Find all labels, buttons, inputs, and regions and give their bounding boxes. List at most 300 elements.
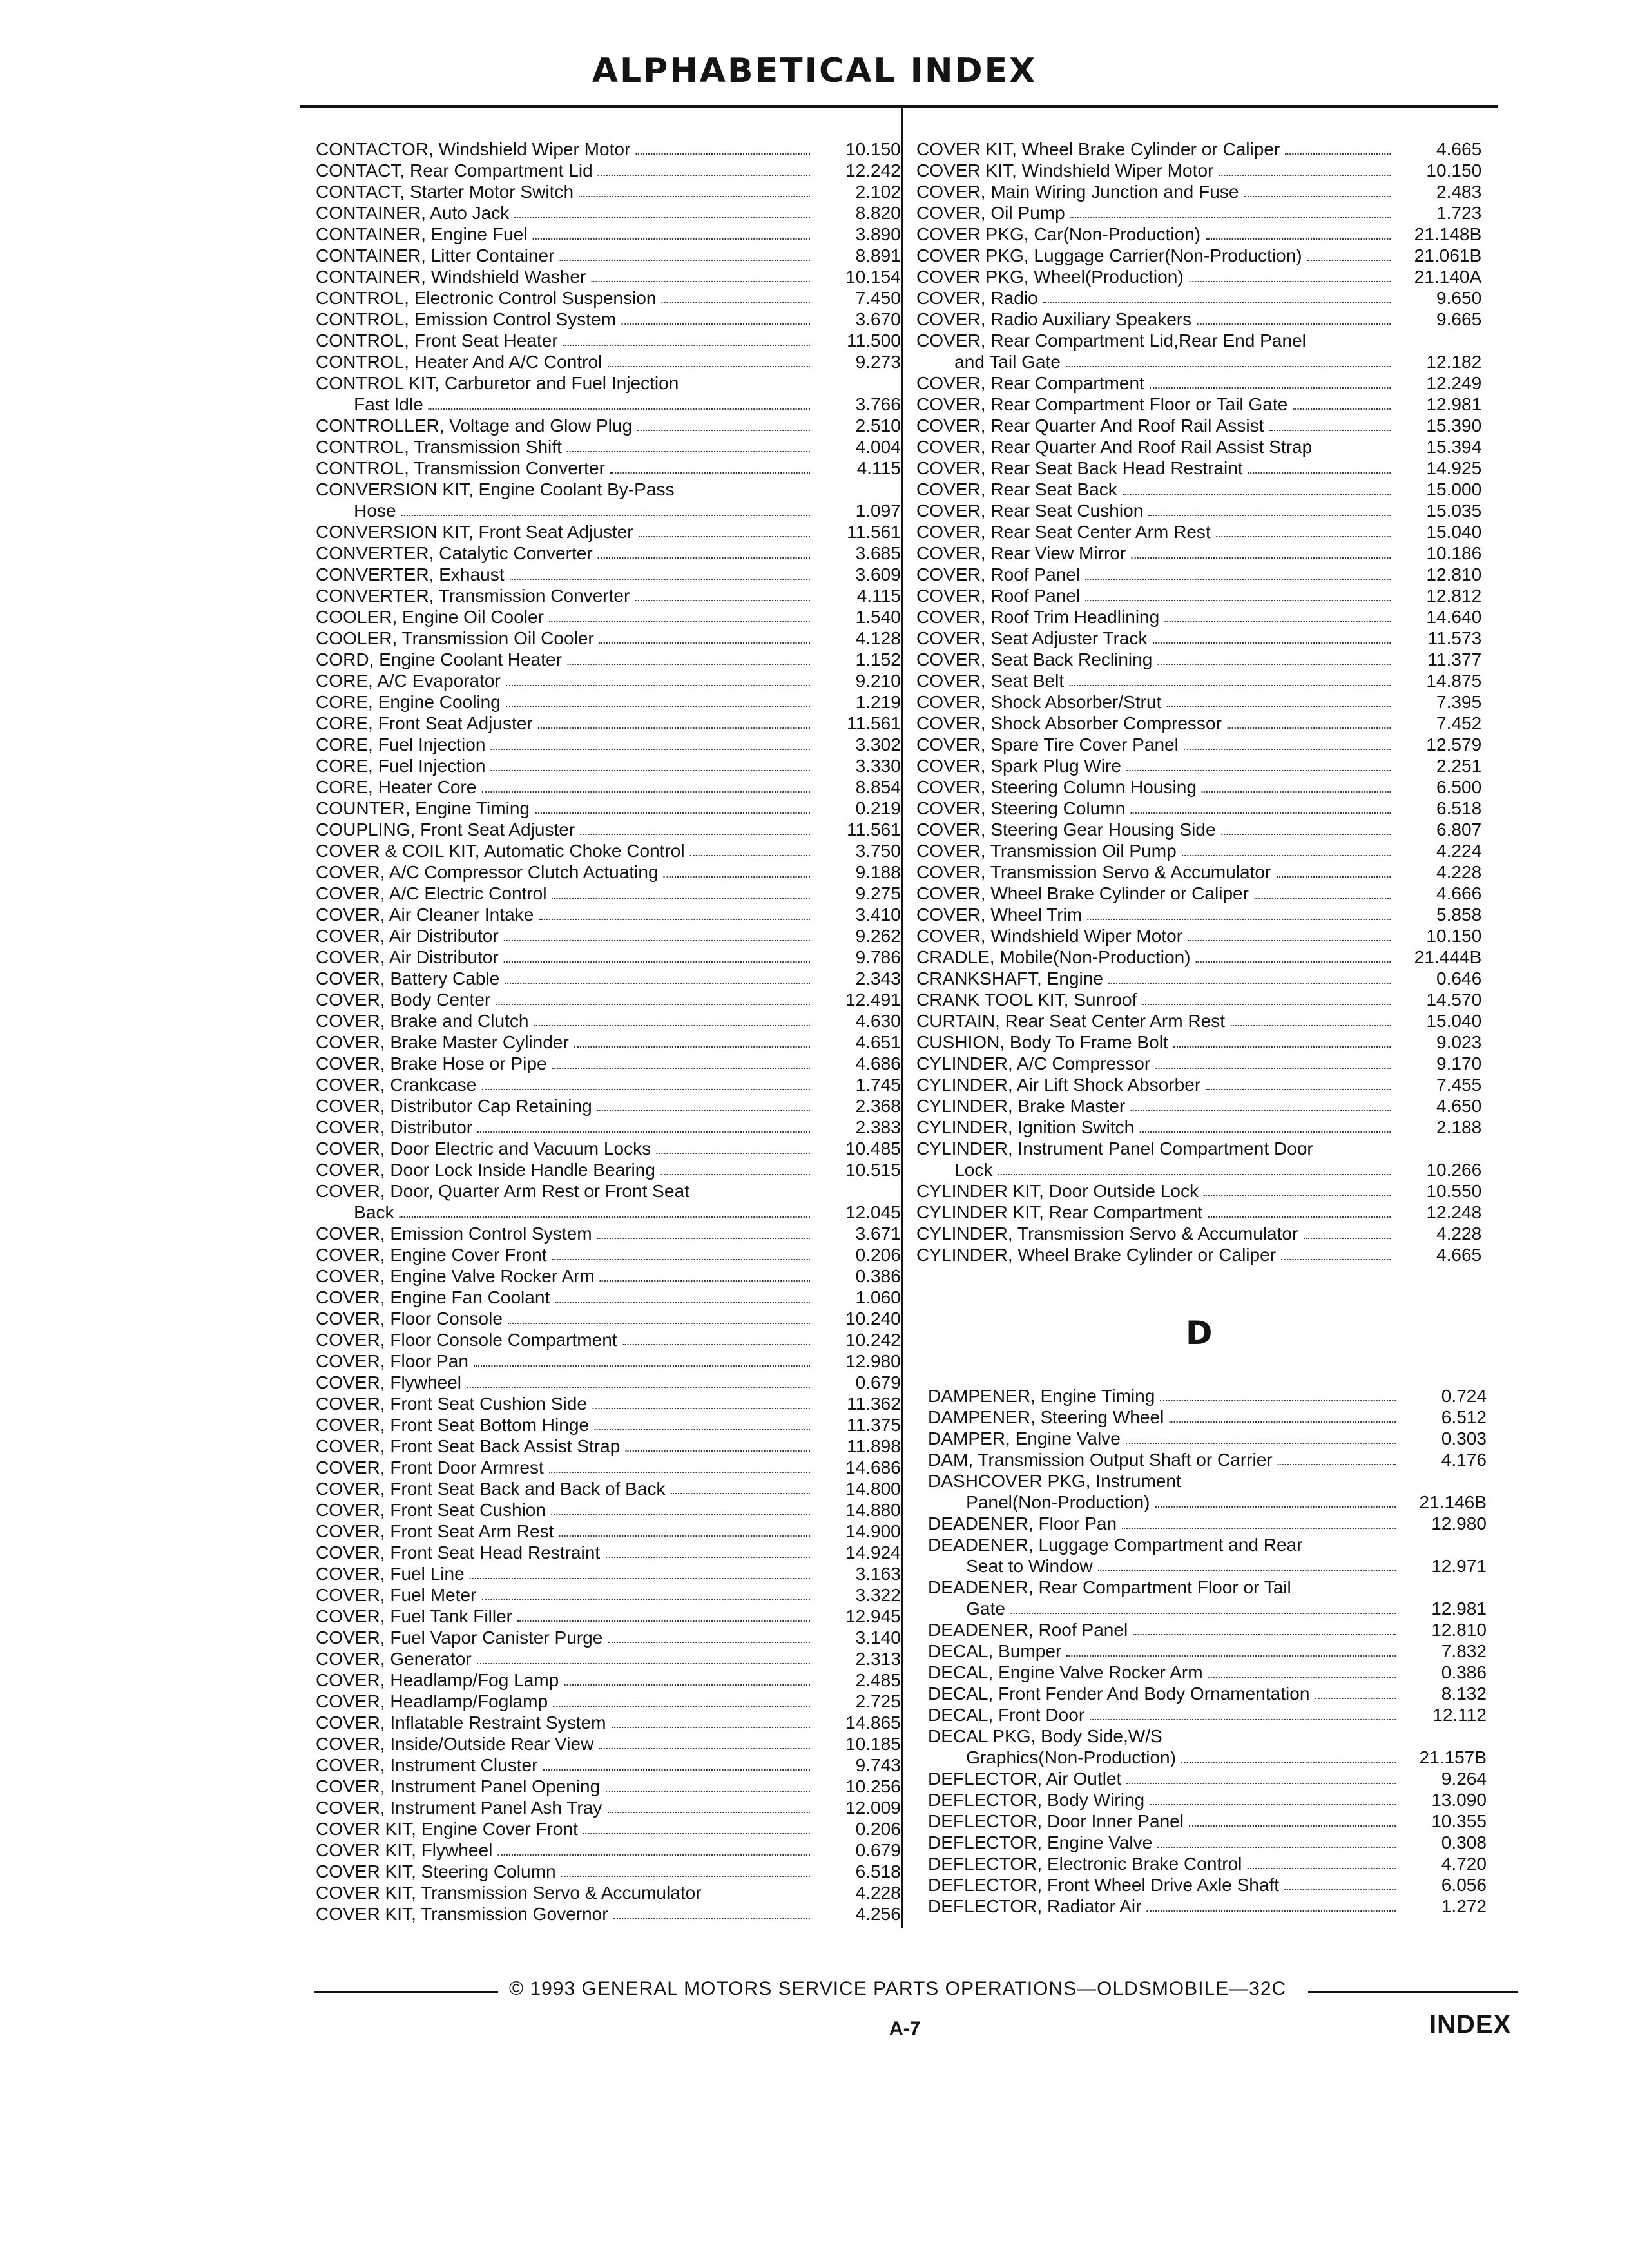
entry-label: COVER, Fuel Meter [316,1585,477,1605]
dot-leader [598,557,810,559]
entry-page-ref: 4.228 [855,1883,901,1903]
entry-label: COVER, Transmission Oil Pump [916,841,1177,861]
dot-leader [504,961,810,963]
dot-leader [1281,1259,1391,1260]
dot-leader [605,1791,810,1792]
entry-label-continued: Fast Idle [354,394,423,414]
index-entry [928,1789,1487,1811]
dot-leader [561,1876,810,1877]
dot-leader [535,812,810,814]
entry-page-ref: 1.540 [855,607,901,627]
entry-label: COVER, Front Seat Cushion Side [316,1394,587,1414]
dot-leader [597,1238,810,1239]
entry-page-ref: 0.303 [1441,1428,1487,1448]
dot-leader [1126,770,1391,771]
entry-page-ref: 10.150 [1426,926,1482,946]
index-entry [316,330,901,351]
dot-leader [1153,642,1391,644]
dot-leader [612,1727,810,1728]
entry-page-ref: 0.646 [1436,968,1482,988]
dot-leader [1085,579,1391,580]
entry-label: DEADENER, Floor Pan [928,1514,1117,1533]
entry-label: DECAL, Front Fender And Body Ornamentation [928,1684,1310,1704]
dot-leader [1043,302,1391,303]
entry-page-ref: 11.375 [847,1415,901,1435]
index-entry [916,1074,1481,1095]
entry-page-ref: 12.810 [1431,1620,1487,1640]
dot-leader [574,1046,810,1048]
entry-page-ref: 2.725 [855,1691,901,1711]
entry-page-ref: 9.210 [855,671,901,691]
entry-label: COVER, Front Seat Cushion [316,1500,546,1520]
entry-page-ref: 11.561 [847,820,901,840]
dot-leader [621,323,810,325]
dot-leader [1069,685,1391,686]
entry-page-ref: 12.980 [845,1351,901,1371]
dot-leader [1067,1655,1396,1657]
index-entry [916,1117,1481,1138]
dot-leader [1189,281,1391,282]
index-entry [316,1712,901,1733]
column-divider [901,105,903,1928]
entry-label: CONTACTOR, Windshield Wiper Motor [316,139,631,159]
entry-label: DAMPER, Engine Valve [928,1428,1121,1448]
entry-page-ref: 4.666 [1436,883,1482,903]
index-entry [316,394,901,415]
index-section-d [928,1385,1487,1917]
index-entry [316,1754,901,1776]
index-entry [316,1521,901,1542]
index-entry [928,1853,1487,1874]
entry-label: COVER PKG, Luggage Carrier(Non-Production) [916,245,1302,265]
index-entry [928,1747,1487,1768]
entry-page-ref: 2.368 [855,1096,901,1116]
index-entry [916,947,1481,968]
index-entry [928,1513,1487,1534]
entry-label: COVER, Floor Console [316,1309,503,1329]
dot-leader [607,1812,810,1813]
entry-label: COVER, Fuel Line [316,1564,465,1584]
entry-label: COVER, Inside/Outside Rear View [316,1734,594,1754]
dot-leader [1227,727,1391,729]
index-entry [316,819,901,840]
entry-page-ref: 9.170 [1436,1053,1482,1073]
dot-leader [639,536,810,537]
entry-label: DEADENER, Luggage Compartment and Rear [928,1535,1303,1555]
index-entry [316,1265,901,1287]
index-entry [916,266,1481,287]
index-entry [316,606,901,628]
index-entry [316,1861,901,1882]
dot-leader [636,153,811,155]
index-entry [928,1768,1487,1789]
index-entry [916,309,1481,330]
entry-label: COVER, Seat Back Reclining [916,649,1153,669]
entry-label: COVER, Seat Adjuster Track [916,628,1148,648]
dot-leader [555,1302,810,1303]
index-entry [316,649,901,670]
index-entry [928,1832,1487,1853]
dot-leader [635,600,811,601]
dot-leader [664,876,810,878]
index-entry [316,1032,901,1053]
index-entry [316,500,901,521]
entry-page-ref: 10.185 [845,1734,901,1754]
entry-page-ref: 4.224 [1436,841,1482,861]
entry-label: CRANK TOOL KIT, Sunroof [916,990,1137,1010]
dot-leader [552,1068,810,1069]
entry-label: COOLER, Engine Oil Cooler [316,607,544,627]
entry-page-ref: 7.452 [1436,713,1482,733]
entry-label: CONTAINER, Litter Container [316,245,555,265]
index-entry [916,415,1481,436]
index-entry [316,1669,901,1691]
index-entry [316,543,901,564]
entry-label: COVER, Door, Quarter Arm Rest or Front Seat [316,1181,689,1201]
dot-leader [660,1174,810,1175]
dot-leader [662,302,810,303]
entry-page-ref: 4.665 [1436,1245,1482,1265]
index-entry [316,1159,901,1180]
entry-label-continued: Panel(Non-Production) [966,1492,1150,1512]
entry-label: CURTAIN, Rear Seat Center Arm Rest [916,1011,1226,1031]
entry-label: CONVERTER, Transmission Converter [316,586,630,606]
entry-page-ref: 14.900 [845,1521,901,1541]
dot-leader [1173,1046,1391,1048]
index-entry [916,1095,1481,1117]
entry-label: COVER, Instrument Panel Ash Tray [316,1798,602,1818]
entry-page-ref: 4.115 [856,458,901,478]
entry-page-ref: 7.455 [1436,1075,1482,1095]
index-entry [928,1619,1487,1640]
entry-page-ref: 4.650 [1436,1096,1482,1116]
index-entry [316,691,901,713]
index-entry [928,1640,1487,1662]
entry-page-ref: 2.102 [855,182,901,202]
entry-page-ref: 9.262 [855,926,901,946]
page-title: ALPHABETICAL INDEX [592,52,1037,90]
dot-leader [564,1684,810,1686]
dot-leader [498,1854,811,1856]
entry-page-ref: 2.188 [1436,1117,1482,1137]
entry-label: COVER, Roof Trim Headlining [916,607,1160,627]
index-entry [916,691,1481,713]
dot-leader [1204,1195,1391,1196]
dot-leader [1206,238,1391,240]
entry-page-ref: 9.786 [855,947,901,967]
entry-label: COUPLING, Front Seat Adjuster [316,820,575,840]
entry-page-ref: 4.665 [1436,139,1482,159]
dot-leader [1130,1110,1391,1111]
index-entry [928,1704,1487,1725]
entry-label: COVER KIT, Flywheel [316,1840,493,1860]
section-letter-d: D [1186,1314,1213,1352]
entry-page-ref: 14.865 [845,1713,901,1733]
index-entry [316,1691,901,1712]
entry-label: CORE, Engine Cooling [316,692,501,712]
index-entry-heading [928,1577,1487,1598]
index-entry [916,521,1481,543]
entry-page-ref: 10.355 [1431,1811,1487,1831]
index-entry [316,1478,901,1499]
entry-page-ref: 10.266 [1426,1160,1482,1180]
entry-label: COVER, Crankcase [316,1075,477,1095]
entry-label: COVER, Flywheel [316,1372,462,1392]
index-entry [916,160,1481,181]
entry-page-ref: 4.686 [855,1053,901,1073]
index-entry [316,1499,901,1521]
dot-leader [1133,1634,1396,1635]
entry-label: COVER, Front Door Armrest [316,1457,544,1477]
entry-page-ref: 15.390 [1426,416,1482,436]
entry-page-ref: 10.256 [845,1776,901,1796]
dot-leader [496,1004,810,1005]
index-entry [316,904,901,925]
entry-page-ref: 12.009 [845,1798,901,1818]
dot-leader [477,1663,810,1664]
entry-label: CONTAINER, Engine Fuel [316,224,528,244]
entry-label: COVER, Door Electric and Vacuum Locks [316,1139,651,1158]
dot-leader [491,749,810,750]
dot-leader [1108,983,1391,984]
dot-leader [1142,1004,1391,1005]
entry-label: CORE, A/C Evaporator [316,671,501,691]
entry-page-ref: 9.264 [1441,1769,1487,1789]
entry-page-ref: 21.146B [1419,1492,1487,1512]
dot-leader [607,366,810,367]
dot-leader [591,281,810,282]
entry-page-ref: 21.140A [1414,267,1482,287]
dot-leader [1157,1847,1396,1848]
entry-page-ref: 21.157B [1419,1747,1487,1767]
entry-page-ref: 11.573 [1427,628,1482,648]
index-entry [928,1683,1487,1704]
index-entry [316,1733,901,1754]
entry-label: CONTROL KIT, Carburetor and Fuel Injection [316,373,679,393]
dot-leader [560,260,810,261]
dot-leader [563,345,810,346]
dot-leader [1269,430,1391,431]
index-entry [916,734,1481,755]
dot-leader [1208,1216,1391,1218]
index-entry [916,628,1481,649]
dot-leader [506,685,810,686]
entry-page-ref: 9.665 [1436,309,1482,329]
dot-leader [514,217,810,218]
entry-label: CYLINDER, A/C Compressor [916,1053,1151,1073]
entry-page-ref: 0.308 [1441,1832,1487,1852]
index-entry [916,1202,1481,1223]
entry-page-ref: 4.630 [855,1011,901,1031]
entry-page-ref: 13.090 [1431,1790,1487,1810]
entry-label: CYLINDER, Air Lift Shock Absorber [916,1075,1201,1095]
entry-label: COVER, Steering Column Housing [916,777,1197,797]
entry-page-ref: 1.272 [1441,1896,1487,1916]
index-entry [316,1563,901,1584]
entry-label: DASHCOVER PKG, Instrument [928,1471,1181,1491]
entry-page-ref: 4.720 [1441,1854,1487,1874]
entry-label: COVER, Fuel Vapor Canister Purge [316,1628,603,1648]
entry-page-ref: 14.686 [845,1457,901,1477]
entry-label-continued: Gate [966,1599,1005,1619]
entry-label: DEFLECTOR, Front Wheel Drive Axle Shaft [928,1875,1280,1895]
index-entry [316,1393,901,1414]
entry-label: COVER, Seat Belt [916,671,1065,691]
entry-page-ref: 21.148B [1414,224,1482,244]
index-entry [316,1627,901,1648]
entry-label: COVER KIT, Transmission Servo & Accumulator [316,1883,702,1903]
index-entry [916,202,1481,224]
entry-page-ref: 15.035 [1426,501,1482,521]
index-entry [316,734,901,755]
dot-leader [1221,834,1391,835]
index-entry [916,925,1481,947]
entry-label: COVER, Rear Quarter And Roof Rail Assist [916,416,1264,436]
entry-page-ref: 15.394 [1426,437,1482,457]
dot-leader [1150,1804,1396,1805]
index-entry [916,883,1481,904]
entry-page-ref: 12.981 [1431,1599,1487,1619]
entry-label: COVER, Engine Fan Coolant [316,1287,550,1307]
index-entry-heading [316,372,901,394]
index-entry [916,564,1481,585]
entry-page-ref: 11.362 [847,1394,901,1414]
dot-leader [1293,408,1391,410]
entry-label: COVER, Air Distributor [316,947,499,967]
dot-leader [549,621,810,622]
index-entry [916,840,1481,861]
dot-leader [482,1599,810,1600]
entry-label: COVER, Brake and Clutch [316,1011,529,1031]
dot-leader [656,1153,810,1154]
entry-label: COVER, Rear Seat Center Arm Rest [916,522,1211,542]
footer-copyright: © 1993 GENERAL MOTORS SERVICE PARTS OPERATIONS—OLDSMOBILE—32C [509,1978,1287,1999]
entry-label: COVER, Rear Compartment [916,373,1144,393]
index-entry-heading [916,1138,1481,1159]
entry-page-ref: 3.609 [855,564,901,584]
index-column-right [916,139,1482,1265]
entry-label: COVER, Emission Control System [316,1224,592,1244]
entry-label: COVER, Oil Pump [916,203,1065,223]
dot-leader [1278,1464,1396,1465]
dot-leader [1188,940,1391,941]
entry-page-ref: 0.679 [855,1372,901,1392]
index-entry [916,181,1481,202]
entry-label: DECAL PKG, Body Side,W/S [928,1726,1162,1746]
index-entry [916,606,1481,628]
entry-label: DECAL, Bumper [928,1641,1062,1661]
entry-page-ref: 12.945 [845,1606,901,1626]
dot-leader [1254,898,1391,899]
index-entry [928,1662,1487,1683]
entry-label: COVER, Front Seat Head Restraint [316,1542,601,1562]
index-entry [316,1138,901,1159]
entry-page-ref: 21.444B [1414,947,1482,967]
entry-label: DEFLECTOR, Air Outlet [928,1769,1122,1789]
entry-label: COVER, Front Seat Back and Back of Back [316,1479,666,1499]
entry-label: COVER, A/C Compressor Clutch Actuating [316,862,659,882]
entry-page-ref: 14.924 [845,1542,901,1562]
index-entry [928,1811,1487,1832]
entry-label: CYLINDER, Wheel Brake Cylinder or Caliper [916,1245,1277,1265]
index-entry [316,521,901,543]
index-entry [916,776,1481,798]
entry-page-ref: 3.322 [855,1585,901,1605]
entry-page-ref: 2.510 [855,416,901,436]
entry-label: DEFLECTOR, Engine Valve [928,1832,1153,1852]
entry-label: COVER, Rear Quarter And Roof Rail Assist Strap [916,437,1313,457]
entry-page-ref: 11.561 [847,713,901,733]
entry-label: COVER, Engine Valve Rocker Arm [316,1266,595,1286]
entry-page-ref: 8.820 [855,203,901,223]
entry-page-ref: 12.242 [845,160,901,180]
entry-page-ref: 1.723 [1436,203,1482,223]
index-entry [316,1648,901,1669]
dot-leader [998,1174,1391,1175]
entry-label: COVER, Roof Panel [916,586,1081,606]
entry-page-ref: 3.750 [855,841,901,861]
dot-leader [1184,749,1391,750]
index-entry [928,1896,1487,1917]
index-entry [916,1244,1481,1265]
entry-label: CYLINDER, Instrument Panel Compartment Door [916,1139,1313,1158]
entry-label-continued: Hose [354,501,396,521]
dot-leader [1230,1025,1391,1026]
index-entry [316,947,901,968]
index-entry [916,585,1481,606]
entry-page-ref: 8.891 [855,245,901,265]
index-entry [316,670,901,691]
index-entry [316,1903,901,1925]
entry-page-ref: 4.176 [1441,1450,1487,1470]
index-entry [316,925,901,947]
entry-page-ref: 6.512 [1441,1407,1487,1427]
index-entry [916,479,1481,500]
index-entry [316,1202,901,1223]
dot-leader [429,408,810,410]
entry-page-ref: 12.045 [845,1202,901,1222]
entry-label: COVER, Engine Cover Front [316,1245,547,1265]
index-entry-heading [928,1470,1487,1492]
dot-leader [1206,1089,1391,1090]
entry-page-ref: 4.004 [855,437,901,457]
dot-leader [567,664,810,665]
entry-page-ref: 10.186 [1426,543,1482,563]
index-entry [316,266,901,287]
index-entry [316,202,901,224]
entry-page-ref: 3.330 [855,756,901,776]
dot-leader [608,1642,811,1643]
index-entry [316,245,901,266]
dot-leader [1304,1238,1391,1239]
index-entry [928,1874,1487,1896]
entry-page-ref: 0.386 [1441,1662,1487,1682]
index-entry [316,1350,901,1372]
index-entry [316,1542,901,1563]
entry-label-continued: Back [354,1202,394,1222]
index-entry [916,798,1481,819]
dot-leader [549,1472,810,1473]
entry-page-ref: 14.880 [845,1500,901,1520]
index-entry [916,1010,1481,1032]
entry-label: COUNTER, Engine Timing [316,798,530,818]
index-entry [928,1598,1487,1619]
entry-page-ref: 1.060 [855,1287,901,1307]
dot-leader [1139,1131,1391,1133]
index-entry [916,861,1481,883]
entry-label-continued: Lock [954,1160,993,1180]
index-entry [916,649,1481,670]
